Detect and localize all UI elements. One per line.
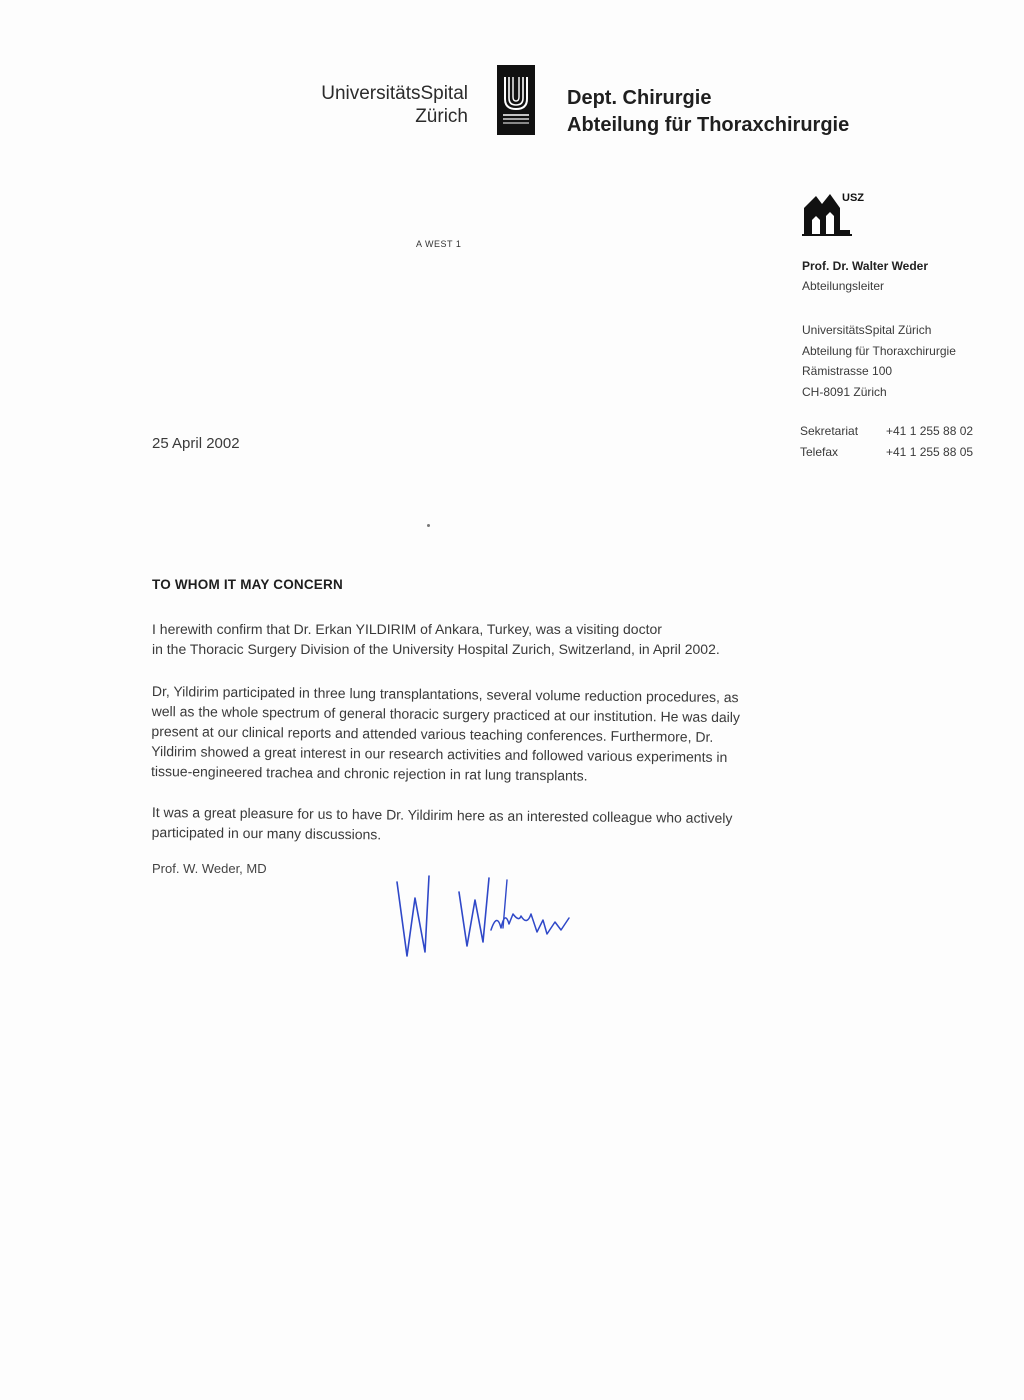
phone-number: +41 1 255 88 02 [886,424,974,438]
contact-address [802,320,956,402]
paragraph-line: Yildirim showed a great interest in our research activities and followed various experiments in [151,742,728,766]
letter-paragraph-2 [151,681,852,788]
letter-paragraph-3 [152,802,852,849]
address-line: CH-8091 Zürich [802,384,887,399]
contact-phones [800,421,973,462]
paragraph-line: participated in our many discussions. [151,823,382,843]
address-line: Rämistrasse 100 [802,364,893,378]
letter-date: 25 April 2002 [152,435,240,452]
letter-closing: Prof. W. Weder, MD [152,861,267,876]
hospital-name [250,82,468,128]
phone-row [800,421,973,442]
paragraph-line: in the Thoracic Surgery Division of the University Hospital Zurich, Switzerland, in April 2002. [152,641,720,657]
contact-role: Abteilungsleiter [802,279,885,293]
hospital-name-line2: Zürich [415,106,468,127]
reference-code: A WEST 1 [416,239,462,249]
paragraph-line: tissue-engineered trachea and chronic rejection in rat lung transplants. [150,762,588,784]
paragraph-line: well as the whole spectrum of general thoracic surgery practiced at our institution. He was daily [151,702,741,726]
address-line: UniversitätsSpital Zürich [802,323,932,337]
department-name [567,85,849,139]
phone-row [800,442,973,463]
letter-paragraph-1 [152,619,852,659]
address-line: Abteilung für Thoraxchirurgie [802,343,956,358]
paragraph-line: Dr, Yildirim participated in three lung transplantations, several volume reduction procedures, as [151,682,739,706]
signature-icon [395,870,585,970]
phone-label: Telefax [800,444,839,459]
hospital-name-line1: UniversitätsSpital [321,83,468,104]
usz-label: USZ [842,192,864,204]
department-line1: Dept. Chirurgie [567,87,712,109]
paragraph-line: I herewith confirm that Dr. Erkan YILDIRIM of Ankara, Turkey, was a visiting doctor [152,621,662,637]
department-line2: Abteilung für Thoraxchirurgie [567,114,850,136]
letter-heading: TO WHOM IT MAY CONCERN [152,577,343,592]
phone-number: +41 1 255 88 05 [886,444,974,459]
phone-label: Sekretariat [800,424,859,438]
contact-name: Prof. Dr. Walter Weder [802,259,929,273]
paragraph-line: It was a great pleasure for us to have Dr. Yildirim here as an interested colleague who actively [151,803,733,827]
scan-speck [427,524,430,527]
paragraph-line: present at our clinical reports and attended various teaching conferences. Furthermore, Dr. [151,722,714,745]
usz-logo-icon [497,65,535,135]
